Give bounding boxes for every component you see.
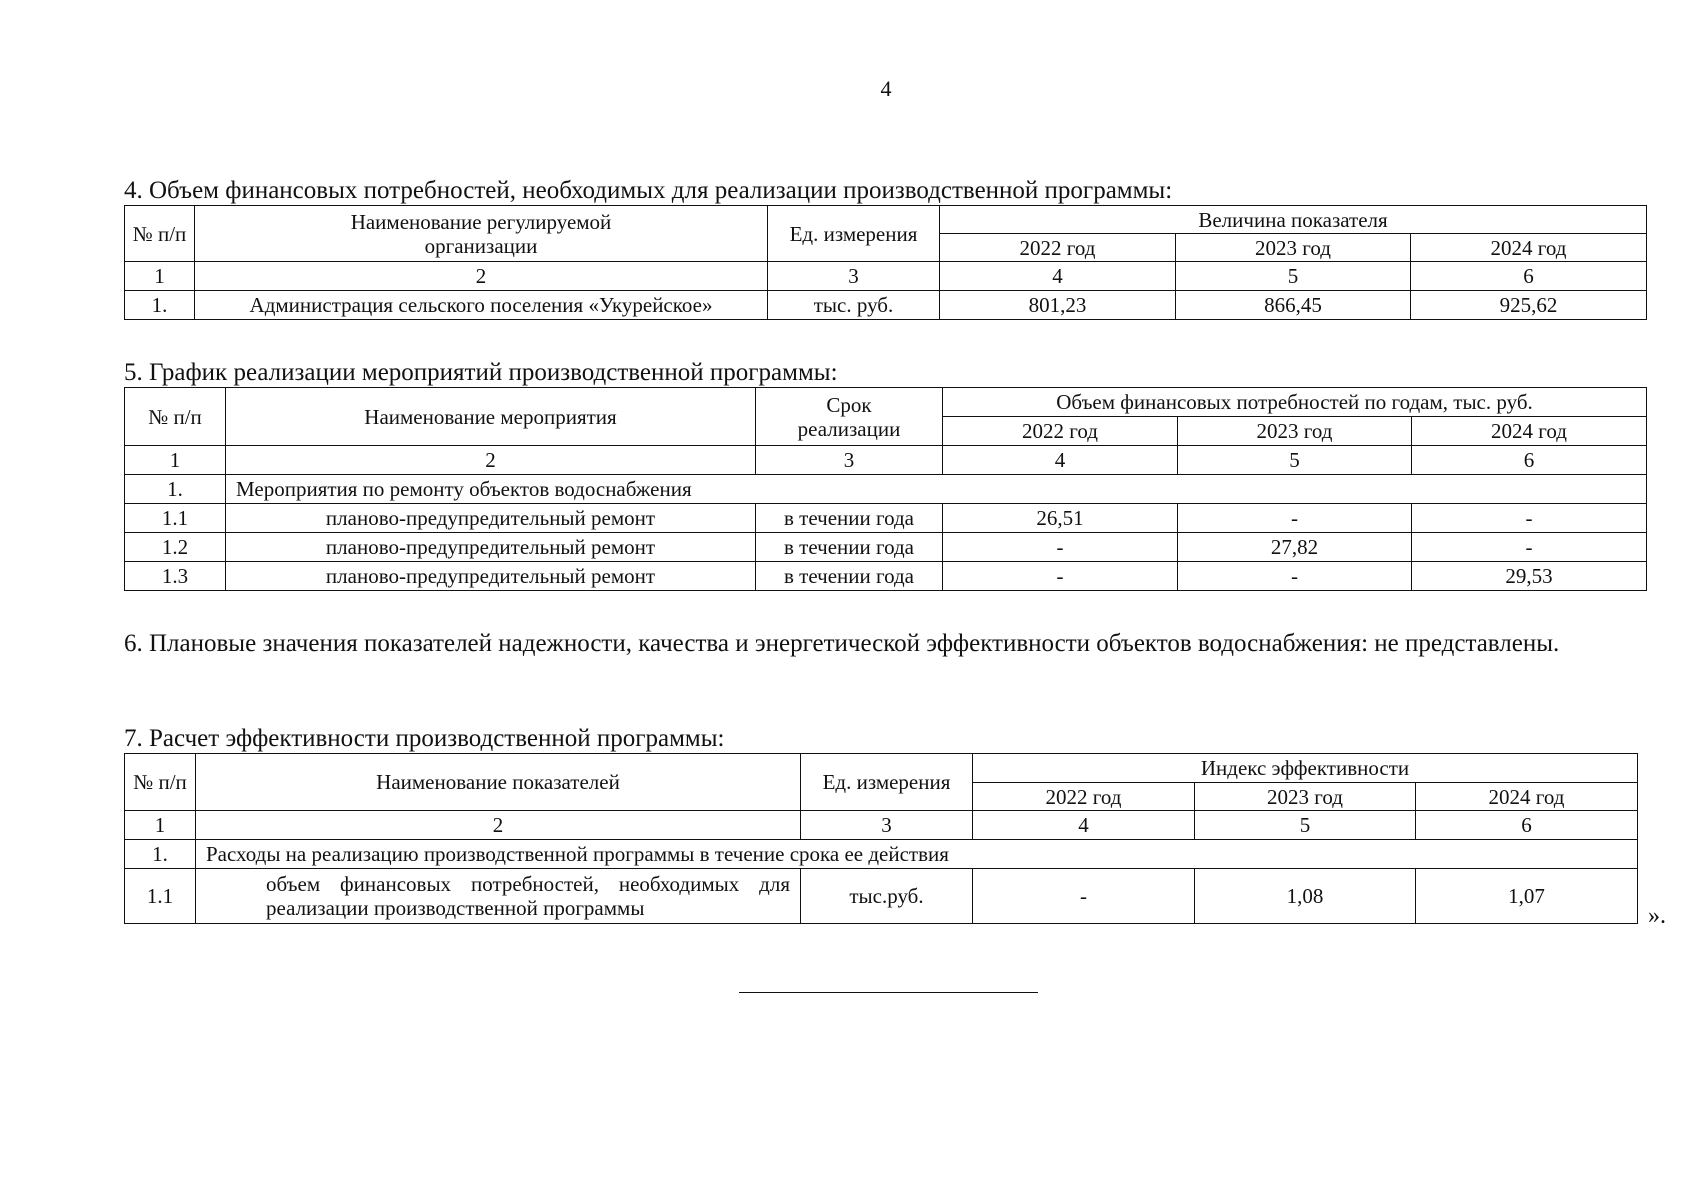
row-num: 1. <box>125 840 196 869</box>
section-7-heading: 7. Расчет эффективности производственной программы: <box>124 725 725 752</box>
row-num: 1. <box>125 291 195 320</box>
row-term: в течении года <box>756 504 943 533</box>
header-num: № п/п <box>125 754 196 811</box>
value-2022: 26,51 <box>943 504 1178 533</box>
header-year: 2024 год <box>1416 783 1638 811</box>
table-row <box>125 291 1647 320</box>
column-number: 3 <box>756 446 943 475</box>
group-name: Расходы на реализацию производственной программы в течение срока ее действия <box>196 840 1638 869</box>
header-year: 2024 год <box>1412 417 1647 446</box>
financial-needs-table <box>124 205 1647 320</box>
column-number: 4 <box>943 446 1178 475</box>
value-2023: 866,45 <box>1176 291 1411 320</box>
column-number: 6 <box>1412 446 1647 475</box>
header-year: 2024 год <box>1411 234 1647 262</box>
column-number: 5 <box>1176 262 1411 291</box>
table-row <box>125 533 1647 562</box>
table-row <box>125 562 1647 591</box>
value-2024: 29,53 <box>1412 562 1647 591</box>
header-financial-needs: Объем финансовых потребностей по годам, тыс. руб. <box>943 388 1647 417</box>
header-efficiency-index: Индекс эффективности <box>973 754 1638 783</box>
column-number: 6 <box>1416 811 1638 840</box>
row-unit: тыс.руб. <box>801 869 973 924</box>
group-row <box>125 840 1638 869</box>
value-2022: 801,23 <box>940 291 1176 320</box>
group-name: Мероприятия по ремонту объектов водоснабжения <box>226 475 1647 504</box>
value-2024: 1,07 <box>1416 869 1638 924</box>
activity-name: планово-предупредительный ремонт <box>226 504 756 533</box>
end-divider <box>739 992 1038 993</box>
column-number: 1 <box>125 262 195 291</box>
header-year: 2023 год <box>1176 234 1411 262</box>
value-2024: - <box>1412 533 1647 562</box>
header-indicators: Наименование показателей <box>196 754 801 811</box>
column-number: 2 <box>226 446 756 475</box>
row-num: 1.1 <box>125 504 226 533</box>
table-row <box>125 504 1647 533</box>
row-num: 1. <box>125 475 226 504</box>
value-2023: - <box>1178 562 1412 591</box>
group-row <box>125 475 1647 504</box>
header-activity: Наименование мероприятия <box>226 388 756 446</box>
row-term: в течении года <box>756 533 943 562</box>
column-number: 1 <box>125 446 226 475</box>
value-2024: - <box>1412 504 1647 533</box>
column-number: 2 <box>196 811 801 840</box>
value-2023: - <box>1178 504 1412 533</box>
column-number: 4 <box>940 262 1176 291</box>
row-term: в течении года <box>756 562 943 591</box>
header-year: 2022 год <box>973 783 1195 811</box>
header-organization: Наименование регулируемой организации <box>195 206 768 262</box>
header-num: № п/п <box>125 206 195 262</box>
section-6-text: 6. Плановые значения показателей надежности, качества и энергетической эффективности объектов водоснабжения: не представлены. <box>124 630 1560 657</box>
schedule-table <box>124 387 1647 591</box>
column-number: 5 <box>1195 811 1416 840</box>
header-unit: Ед. измерения <box>768 206 940 262</box>
section-4-heading: 4. Объем финансовых потребностей, необходимых для реализации производственной программы: <box>124 177 1173 204</box>
row-unit: тыс. руб. <box>768 291 940 320</box>
table-row <box>125 869 1638 924</box>
column-number: 4 <box>973 811 1195 840</box>
value-2022: - <box>973 869 1195 924</box>
header-year: 2023 год <box>1195 783 1416 811</box>
section-5-heading: 5. График реализации мероприятий производственной программы: <box>124 359 838 386</box>
header-year: 2022 год <box>940 234 1176 262</box>
value-2023: 1,08 <box>1195 869 1416 924</box>
closing-quote: ». <box>1648 903 1666 929</box>
value-2023: 27,82 <box>1178 533 1412 562</box>
column-number: 3 <box>801 811 973 840</box>
header-year: 2023 год <box>1178 417 1412 446</box>
header-unit: Ед. измерения <box>801 754 973 811</box>
activity-name: планово-предупредительный ремонт <box>226 533 756 562</box>
column-number: 6 <box>1411 262 1647 291</box>
organization-name: Администрация сельского поселения «Укурейское» <box>195 291 768 320</box>
value-2024: 925,62 <box>1411 291 1647 320</box>
row-num: 1.2 <box>125 533 226 562</box>
column-number: 3 <box>768 262 940 291</box>
column-number: 2 <box>195 262 768 291</box>
indicator-name: объем финансовых потребностей, необходимых для реализации производственной программы <box>196 869 801 924</box>
header-year: 2022 год <box>943 417 1178 446</box>
header-indicator-value: Величина показателя <box>940 206 1647 234</box>
header-term: Срок реализации <box>756 388 943 446</box>
header-num: № п/п <box>125 388 226 446</box>
column-number: 5 <box>1178 446 1412 475</box>
row-num: 1.3 <box>125 562 226 591</box>
efficiency-table <box>124 753 1638 924</box>
row-num: 1.1 <box>125 869 196 924</box>
value-2022: - <box>943 533 1178 562</box>
page-number: 4 <box>880 76 892 101</box>
activity-name: планово-предупредительный ремонт <box>226 562 756 591</box>
value-2022: - <box>943 562 1178 591</box>
column-number: 1 <box>125 811 196 840</box>
